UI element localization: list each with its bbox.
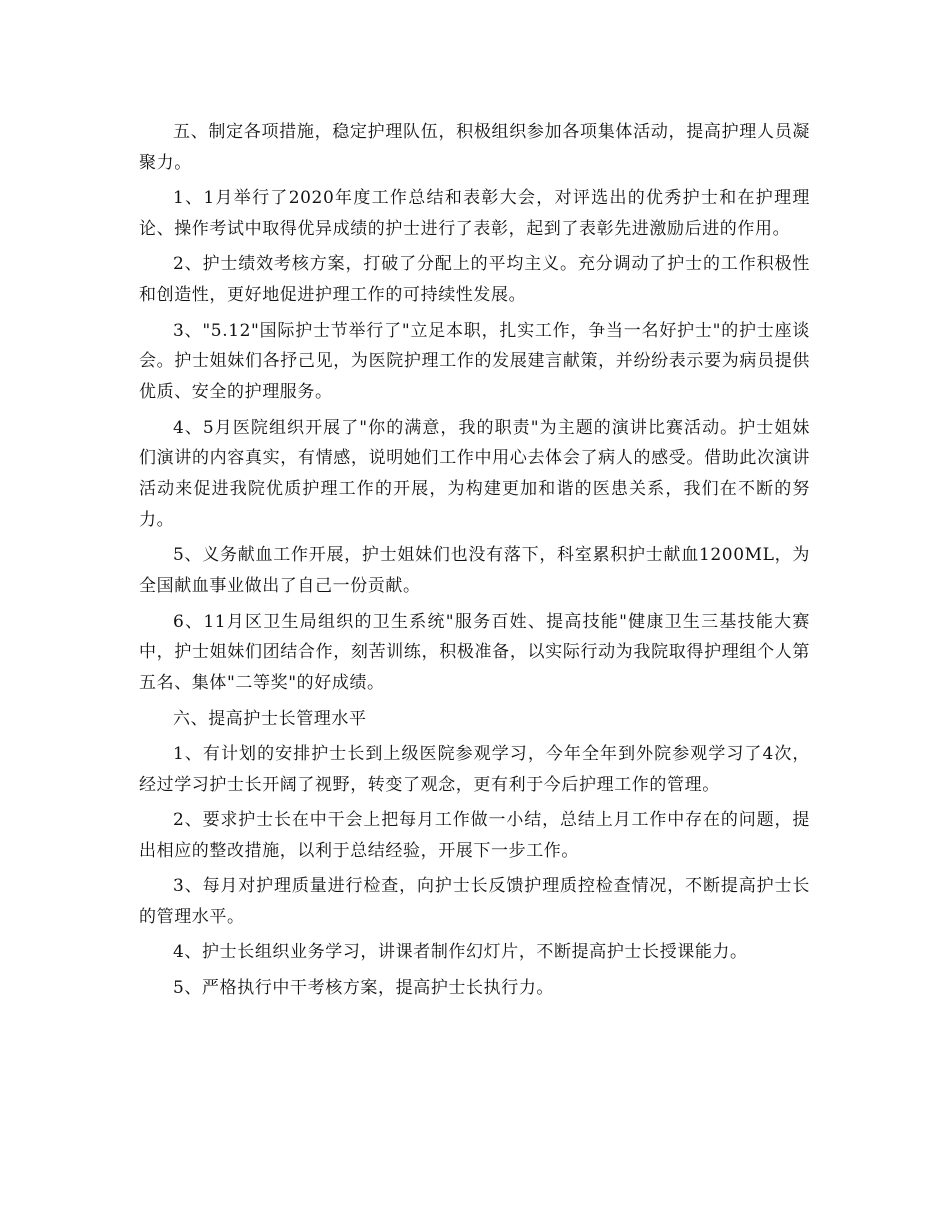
paragraph: 2、护士绩效考核方案，打破了分配上的平均主义。充分调动了护士的工作积极性和创造性，更好地促进护理工作的可持续性发展。 xyxy=(139,254,810,306)
paragraph: 6、11月区卫生局组织的卫生系统"服务百姓、提高技能"健康卫生三基技能大赛中，护士姐妹们团结合作，刻苦训练，积极准备，以实际行动为我院取得护理组个人第五名、集体"二等奖"的好成绩。 xyxy=(139,611,810,694)
document-body xyxy=(139,117,810,1008)
section-heading: 六、提高护士长管理水平 xyxy=(173,708,367,729)
paragraph: 5、严格执行中干考核方案，提高护士长执行力。 xyxy=(173,977,555,998)
paragraph: 2、要求护士长在中干会上把每月工作做一小结，总结上月工作中存在的问题，提出相应的整改措施，以利于总结经验，开展下一步工作。 xyxy=(139,810,810,861)
paragraph: 3、每月对护理质量进行检查，向护士长反馈护理质控检查情况，不断提高护士长的管理水平。 xyxy=(139,876,810,928)
paragraph: 4、护士长组织业务学习，讲课者制作幻灯片，不断提高护士长授课能力。 xyxy=(173,942,748,963)
paragraph: 1、1月举行了2020年度工作总结和表彰大会，对评选出的优秀护士和在护理理论、操作考试中取得优异成绩的护士进行了表彰，起到了表彰先进激励后进的作用。 xyxy=(139,188,810,239)
paragraph: 1、有计划的安排护士长到上级医院参观学习，今年全年到外院参观学习了4次，经过学习护士长开阔了视野，转变了观念，更有利于今后护理工作的管理。 xyxy=(139,743,810,795)
paragraph: 3、"5.12"国际护士节举行了"立足本职，扎实工作，争当一名好护士"的护士座谈会。护士姐妹们各抒己见，为医院护理工作的发展建言献策，并纷纷表示要为病员提供优质、安全的护理服务。 xyxy=(139,320,810,403)
section-heading: 五、制定各项措施，稳定护理队伍，积极组织参加各项集体活动，提高护理人员凝聚力。 xyxy=(139,122,810,173)
paragraph: 5、义务献血工作开展，护士姐妹们也没有落下，科室累积护士献血1200ML，为全国献血事业做出了自己一份贡献。 xyxy=(139,545,810,597)
paragraph: 4、5月医院组织开展了"你的满意，我的职责"为主题的演讲比赛活动。护士姐妹们演讲的内容真实，有情感，说明她们工作中用心去体会了病人的感受。借助此次演讲活动来促进我院优质护理工作的开展，为构建更加和谐的医患关系，我们在不断的努力。 xyxy=(139,417,810,530)
